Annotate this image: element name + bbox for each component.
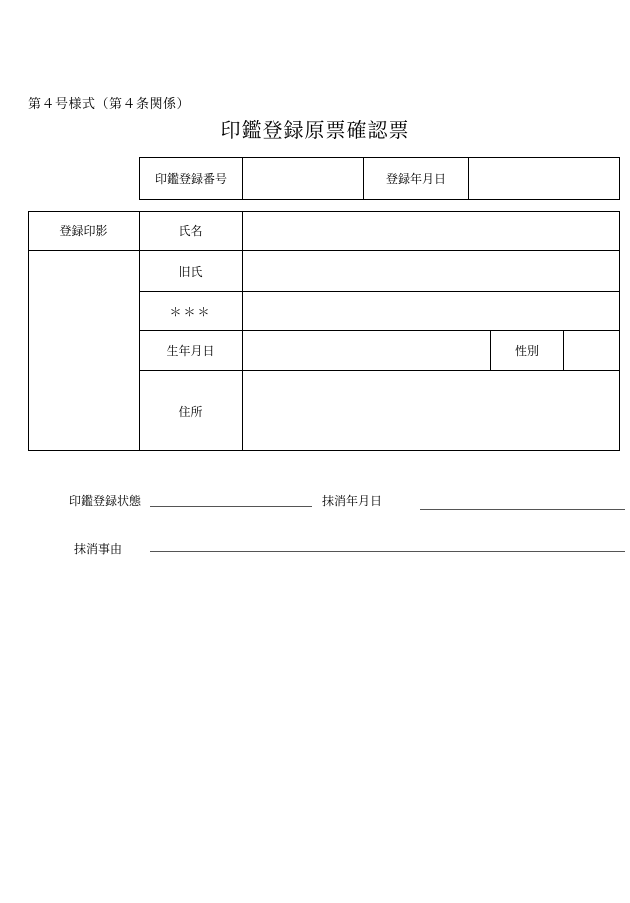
deletion-date-underline — [420, 509, 625, 510]
registration-number-label: 印鑑登録番号 — [154, 172, 227, 186]
name-label: 氏名 — [178, 224, 203, 238]
deletion-reason-underline — [150, 551, 625, 552]
gender-field[interactable] — [564, 331, 620, 370]
masked-field[interactable] — [243, 292, 620, 330]
page-title: 印鑑登録原票確認票 — [220, 118, 410, 142]
former-name-field[interactable] — [243, 251, 620, 291]
gender-label: 性別 — [514, 344, 539, 358]
registration-date-label: 登録年月日 — [385, 172, 446, 186]
registration-status-underline — [150, 506, 312, 507]
registration-status-label: 印鑑登録状態 — [69, 494, 142, 508]
former-name-label: 旧氏 — [178, 264, 203, 279]
deletion-reason-label: 抹消事由 — [74, 542, 123, 556]
address-label: 住所 — [178, 404, 203, 419]
deletion-date-label: 抹消年月日 — [322, 494, 383, 508]
address-field[interactable] — [243, 371, 620, 451]
form-number: 第４号様式（第４条関係） — [28, 97, 191, 112]
name-field[interactable] — [243, 211, 620, 250]
seal-impression-label: 登録印影 — [59, 224, 108, 238]
seal-impression-area — [28, 251, 139, 451]
registration-number-field[interactable] — [243, 157, 363, 200]
masked-label: ＊＊＊ — [169, 304, 212, 319]
registration-date-field[interactable] — [469, 157, 620, 200]
birth-date-label: 生年月日 — [166, 344, 215, 358]
birth-date-field[interactable] — [243, 331, 490, 370]
